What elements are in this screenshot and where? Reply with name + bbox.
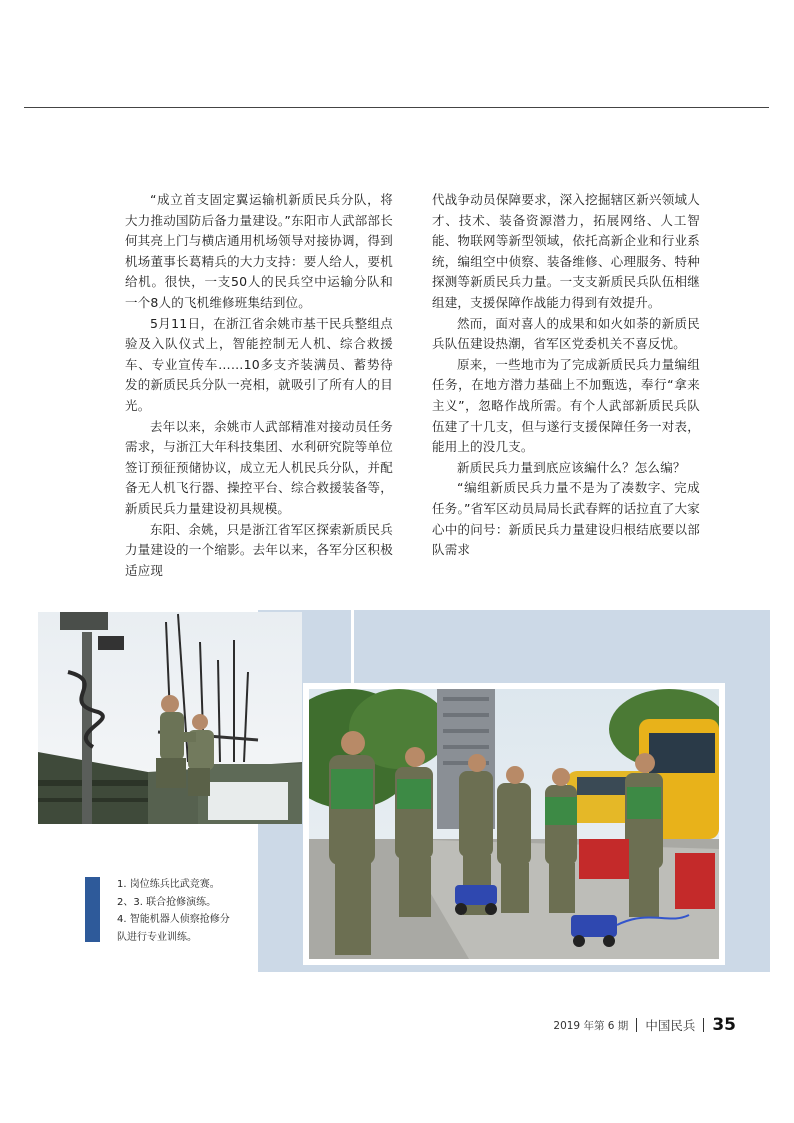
issue-label: 2019 年第 6 期	[553, 1019, 629, 1032]
paragraph: 5月11日，在浙江省余姚市基干民兵整组点验及入队仪式上，智能控制无人机、综合救援车、专业宣传车……10多支齐装满员、蓄势待发的新质民兵分队一亮相，就吸引了所有人的目光。	[125, 315, 393, 413]
page-footer	[553, 1015, 736, 1035]
footer-divider	[636, 1018, 637, 1032]
paragraph: 然而，面对喜人的成果和如火如荼的新质民兵队伍建设热潮，省军区党委机关不喜反忧。	[432, 315, 700, 352]
paragraph-continued: 代战争动员保障要求，深入挖掘辖区新兴领域人才、技术、装备资源潜力，拓展网络、人工智能、物联网等新型领域，依托高新企业和行业系统，编组空中侦察、装备维修、心理服务、特种探测等新质民兵力量。一支支新质民兵队伍相继组建，支援保障作战能力得到有效提升。	[432, 192, 700, 310]
paragraph: 原来，一些地市为了完成新质民兵力量编组任务，在地方潜力基础上不加甄选，奉行“拿来主义”，忽略作战所需。有个人武部新质民兵队伍建了十几支，但与遂行支援保障任务一对表，能用上的没几支。	[432, 356, 700, 455]
article-column-right	[432, 190, 700, 561]
footer-divider	[703, 1018, 704, 1032]
article-column-left	[125, 190, 393, 581]
header-rule	[24, 107, 769, 108]
caption-line: 2、3. 联合抢修演练。	[117, 896, 217, 908]
paragraph: “成立首支固定翼运输机新质民兵分队，将大力推动国防后备力量建设。”东阳市人武部部长何其亮上门与横店通用机场领导对接协调，得到机场董事长葛精兵的大力支持：要人给人，要机给机。很快，一支50人的民兵空中运输分队和一个8人的飞机维修班集结到位。	[125, 192, 393, 310]
caption-line: 队进行专业训练。	[117, 931, 197, 943]
paragraph: 东阳、余姚，只是浙江省军区探索新质民兵力量建设的一个缩影。去年以来，各军分区积极适应现	[125, 521, 393, 578]
magazine-name: 中国民兵	[645, 1018, 696, 1033]
caption-line: 1. 岗位练兵比武竞赛。	[117, 879, 220, 890]
caption-accent-bar	[85, 877, 100, 942]
photo-caption	[117, 876, 257, 946]
caption-line: 4. 智能机器人侦察抢修分	[117, 914, 230, 925]
paragraph: 新质民兵力量到底应该編什么？怎么编？	[457, 459, 686, 475]
paragraph: 去年以来，余姚市人武部精准对接动员任务需求，与浙江大年科技集团、水利研究院等单位签订预征预储协议，成立无人机民兵分队，并配备无人机飞行器、操控平台、综合救援装备等，新质民兵力量建设初具规模。	[125, 418, 393, 516]
photo-antenna-repair	[38, 612, 302, 824]
photo-robot-training	[303, 683, 725, 965]
page-number: 35	[712, 1015, 736, 1035]
paragraph: “编组新质民兵力量不是为了凑数字、完成任务。”省军区动员局局长武春辉的话拉直了大家心中的问号：新质民兵力量建设归根结底要以部队需求	[432, 480, 700, 558]
